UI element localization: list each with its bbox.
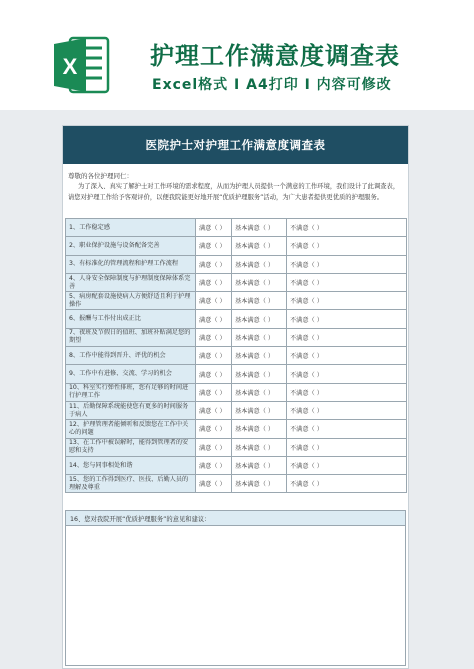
basically-satisfied-option[interactable]: 基本满意（ ） xyxy=(232,328,287,346)
basically-satisfied-option[interactable]: 基本满意（ ） xyxy=(232,273,287,291)
unsatisfied-option[interactable]: 不满意（ ） xyxy=(287,237,407,255)
table-row xyxy=(66,310,407,328)
unsatisfied-option[interactable]: 不满意（ ） xyxy=(287,365,407,383)
basically-satisfied-option[interactable]: 基本满意（ ） xyxy=(232,365,287,383)
survey-table xyxy=(65,218,407,493)
unsatisfied-option[interactable]: 不满意（ ） xyxy=(287,456,407,474)
final-question: 16、您对我院开展“优质护理服务”的意见和建议： xyxy=(65,510,406,526)
question-cell: 14、您与同事相处和谐 xyxy=(66,456,196,474)
basically-satisfied-option[interactable]: 基本满意（ ） xyxy=(232,255,287,273)
satisfied-option[interactable]: 满意（ ） xyxy=(196,328,232,346)
unsatisfied-option[interactable]: 不满意（ ） xyxy=(287,438,407,456)
table-row xyxy=(66,456,407,474)
table-row xyxy=(66,383,407,401)
basically-satisfied-option[interactable]: 基本满意（ ） xyxy=(232,383,287,401)
header xyxy=(0,0,474,110)
satisfied-option[interactable]: 满意（ ） xyxy=(196,347,232,365)
basically-satisfied-option[interactable]: 基本满意（ ） xyxy=(232,438,287,456)
basically-satisfied-option[interactable]: 基本满意（ ） xyxy=(232,456,287,474)
question-cell: 12、护理管理者能倾听和反馈您在工作中关心的问题 xyxy=(66,420,196,438)
basically-satisfied-option[interactable]: 基本满意（ ） xyxy=(232,401,287,419)
table-row xyxy=(66,328,407,346)
satisfied-option[interactable]: 满意（ ） xyxy=(196,219,232,237)
excel-icon xyxy=(52,34,110,96)
satisfied-option[interactable]: 满意（ ） xyxy=(196,420,232,438)
basically-satisfied-option[interactable]: 基本满意（ ） xyxy=(232,475,287,493)
basically-satisfied-option[interactable]: 基本满意（ ） xyxy=(232,292,287,310)
basically-satisfied-option[interactable]: 基本满意（ ） xyxy=(232,347,287,365)
greeting-text: 尊敬的各位护理同仁： xyxy=(68,172,133,180)
table-row xyxy=(66,420,407,438)
unsatisfied-option[interactable]: 不满意（ ） xyxy=(287,273,407,291)
unsatisfied-option[interactable]: 不满意（ ） xyxy=(287,401,407,419)
satisfied-option[interactable]: 满意（ ） xyxy=(196,273,232,291)
question-cell: 15、您的工作得到医疗、医技、后勤人员的理解及尊重 xyxy=(66,475,196,493)
satisfied-option[interactable]: 满意（ ） xyxy=(196,401,232,419)
sheet-banner-title: 医院护士对护理工作满意度调查表 xyxy=(63,126,408,164)
table-row xyxy=(66,255,407,273)
table-row xyxy=(66,219,407,237)
question-cell: 4、人身安全保障制度与护理制度保障体系完善 xyxy=(66,273,196,291)
satisfied-option[interactable]: 满意（ ） xyxy=(196,237,232,255)
question-cell: 11、后勤保障系统能使您有更多的时间服务于病人 xyxy=(66,401,196,419)
suggestion-input-area[interactable] xyxy=(65,526,406,666)
question-cell: 6、报酬与工作付出成正比 xyxy=(66,310,196,328)
satisfied-option[interactable]: 满意（ ） xyxy=(196,438,232,456)
satisfied-option[interactable]: 满意（ ） xyxy=(196,456,232,474)
question-cell: 13、在工作中被误解时，能得到管理者的安慰和支持 xyxy=(66,438,196,456)
question-cell: 3、有标准化的管理流程和护理工作流程 xyxy=(66,255,196,273)
question-cell: 7、夜班及节假日的值班、加班补贴满足您的期望 xyxy=(66,328,196,346)
question-cell: 10、科室实行弹性排班，您有足够的时间进行护理工作 xyxy=(66,383,196,401)
table-row xyxy=(66,237,407,255)
table-row xyxy=(66,292,407,310)
question-cell: 1、工作稳定感 xyxy=(66,219,196,237)
unsatisfied-option[interactable]: 不满意（ ） xyxy=(287,420,407,438)
table-row xyxy=(66,401,407,419)
unsatisfied-option[interactable]: 不满意（ ） xyxy=(287,219,407,237)
table-row xyxy=(66,347,407,365)
table-row xyxy=(66,438,407,456)
unsatisfied-option[interactable]: 不满意（ ） xyxy=(287,310,407,328)
satisfied-option[interactable]: 满意（ ） xyxy=(196,383,232,401)
question-cell: 9、工作中有进修、交流、学习的机会 xyxy=(66,365,196,383)
question-cell: 2、职业保护设施与设备配备完善 xyxy=(66,237,196,255)
unsatisfied-option[interactable]: 不满意（ ） xyxy=(287,255,407,273)
satisfied-option[interactable]: 满意（ ） xyxy=(196,310,232,328)
question-cell: 8、工作中能得到晋升、评优的机会 xyxy=(66,347,196,365)
unsatisfied-option[interactable]: 不满意（ ） xyxy=(287,383,407,401)
table-row xyxy=(66,273,407,291)
unsatisfied-option[interactable]: 不满意（ ） xyxy=(287,328,407,346)
document-subtitle: Excel格式 I A4打印 I 内容可修改 xyxy=(152,77,392,93)
table-row xyxy=(66,475,407,493)
unsatisfied-option[interactable]: 不满意（ ） xyxy=(287,475,407,493)
question-cell: 5、病房配套设施使病人方便舒适且利于护理操作 xyxy=(66,292,196,310)
basically-satisfied-option[interactable]: 基本满意（ ） xyxy=(232,420,287,438)
satisfied-option[interactable]: 满意（ ） xyxy=(196,255,232,273)
unsatisfied-option[interactable]: 不满意（ ） xyxy=(287,347,407,365)
satisfied-option[interactable]: 满意（ ） xyxy=(196,292,232,310)
table-row xyxy=(66,365,407,383)
intro-text: 为了深入、真实了解护士对工作环境的需求程度，从而为护理人员提供一个满意的工作环境，我们设计了此调查表，请您对护理工作给予客观评价，以便我院能更好地开展“优质护理服务”活动，为广大患者提供更优质的护理服务。 xyxy=(68,183,400,201)
unsatisfied-option[interactable]: 不满意（ ） xyxy=(287,292,407,310)
document-title: 护理工作满意度调查表 xyxy=(150,42,400,70)
basically-satisfied-option[interactable]: 基本满意（ ） xyxy=(232,219,287,237)
basically-satisfied-option[interactable]: 基本满意（ ） xyxy=(232,310,287,328)
spreadsheet-preview xyxy=(62,125,409,669)
basically-satisfied-option[interactable]: 基本满意（ ） xyxy=(232,237,287,255)
satisfied-option[interactable]: 满意（ ） xyxy=(196,365,232,383)
svg-text:X: X xyxy=(62,54,78,79)
satisfied-option[interactable]: 满意（ ） xyxy=(196,475,232,493)
